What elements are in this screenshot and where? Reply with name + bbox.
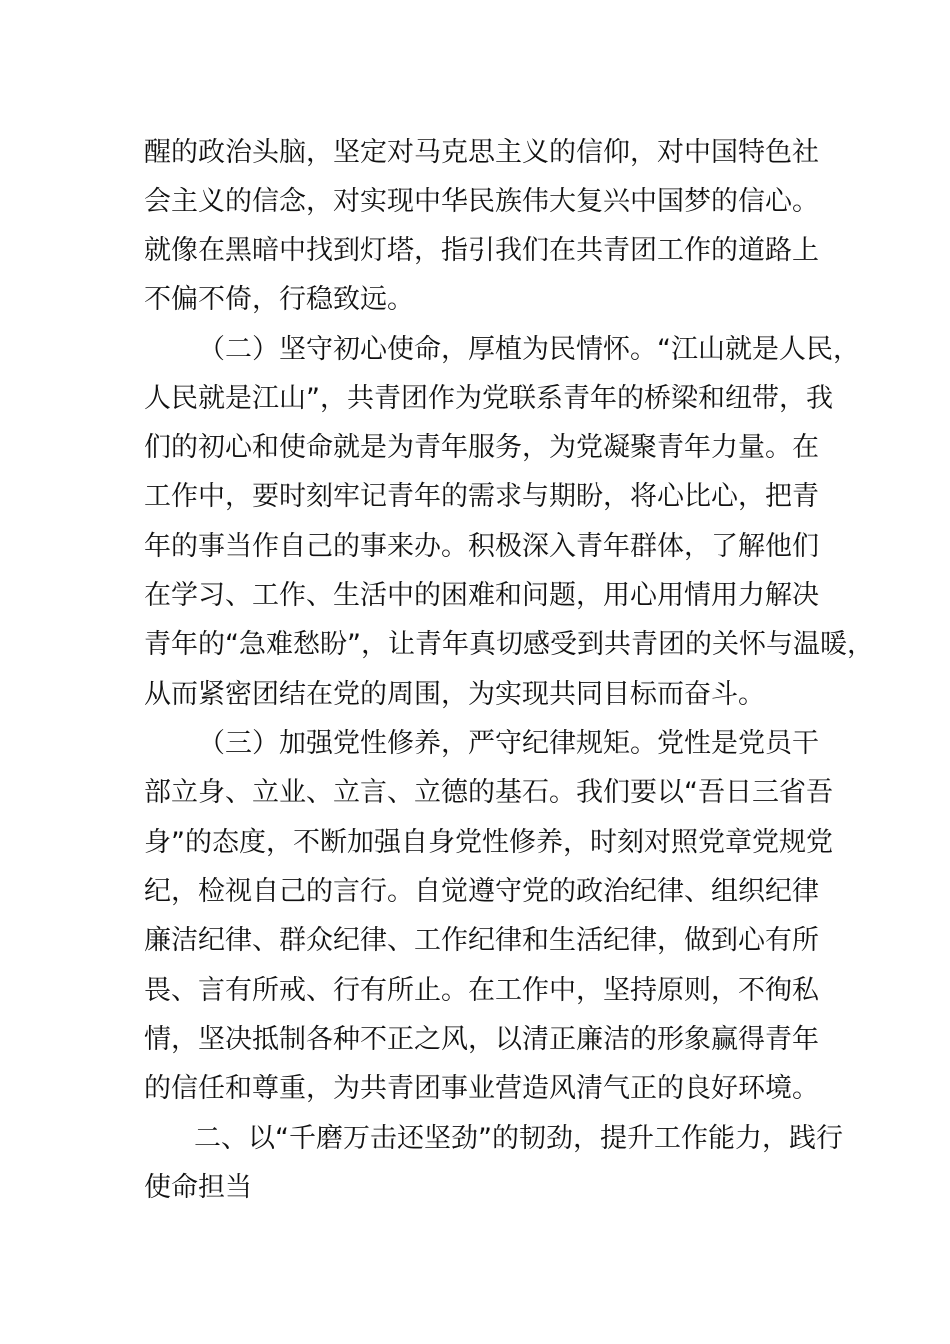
text-line: 会主义的信念，对实现中华民族伟大复兴中国梦的信心。	[144, 186, 819, 217]
text-line: 青年的“急难愁盼”，让青年真切感受到共青团的关怀与温暖，	[144, 629, 874, 660]
text-line: 情，坚决抵制各种不正之风，以清正廉洁的形象赢得青年	[144, 1024, 819, 1055]
section-heading-line: 二、以“千磨万击还坚劲”的韧劲，提升工作能力，践行	[194, 1123, 843, 1154]
section-heading-line: （三）加强党性修养，严守纪律规矩。党性是党员干	[198, 728, 819, 759]
text-line: 纪，检视自己的言行。自觉遵守党的政治纪律、组织纪律	[144, 876, 819, 907]
text-line: 醒的政治头脑，坚定对马克思主义的信仰，对中国特色社	[144, 137, 819, 168]
text-line: 畏、言有所戒、行有所止。在工作中，坚持原则，不徇私	[144, 975, 819, 1006]
text-line: 们的初心和使命就是为青年服务，为党凝聚青年力量。在	[144, 432, 819, 463]
section-heading-line: （二）坚守初心使命，厚植为民情怀。“江山就是人民，	[198, 334, 860, 365]
text-line: 使命担当	[144, 1172, 252, 1203]
text-line: 的信任和尊重，为共青团事业营造风清气正的良好环境。	[144, 1073, 819, 1104]
text-line: 就像在黑暗中找到灯塔，指引我们在共青团工作的道路上	[144, 235, 819, 266]
text-line: 廉洁纪律、群众纪律、工作纪律和生活纪律，做到心有所	[144, 925, 819, 956]
text-line: 身”的态度，不断加强自身党性修养，时刻对照党章党规党	[144, 827, 833, 858]
text-line: 从而紧密团结在党的周围，为实现共同目标而奋斗。	[144, 679, 765, 710]
text-line: 部立身、立业、立言、立德的基石。我们要以“吾日三省吾	[144, 777, 833, 808]
text-line: 人民就是江山”，共青团作为党联系青年的桥梁和纽带，我	[144, 383, 833, 414]
text-line: 工作中，要时刻牢记青年的需求与期盼，将心比心，把青	[144, 481, 819, 512]
text-line: 在学习、工作、生活中的困难和问题，用心用情用力解决	[144, 580, 819, 611]
text-line: 不偏不倚，行稳致远。	[144, 284, 414, 315]
text-line: 年的事当作自己的事来办。积极深入青年群体，了解他们	[144, 531, 819, 562]
